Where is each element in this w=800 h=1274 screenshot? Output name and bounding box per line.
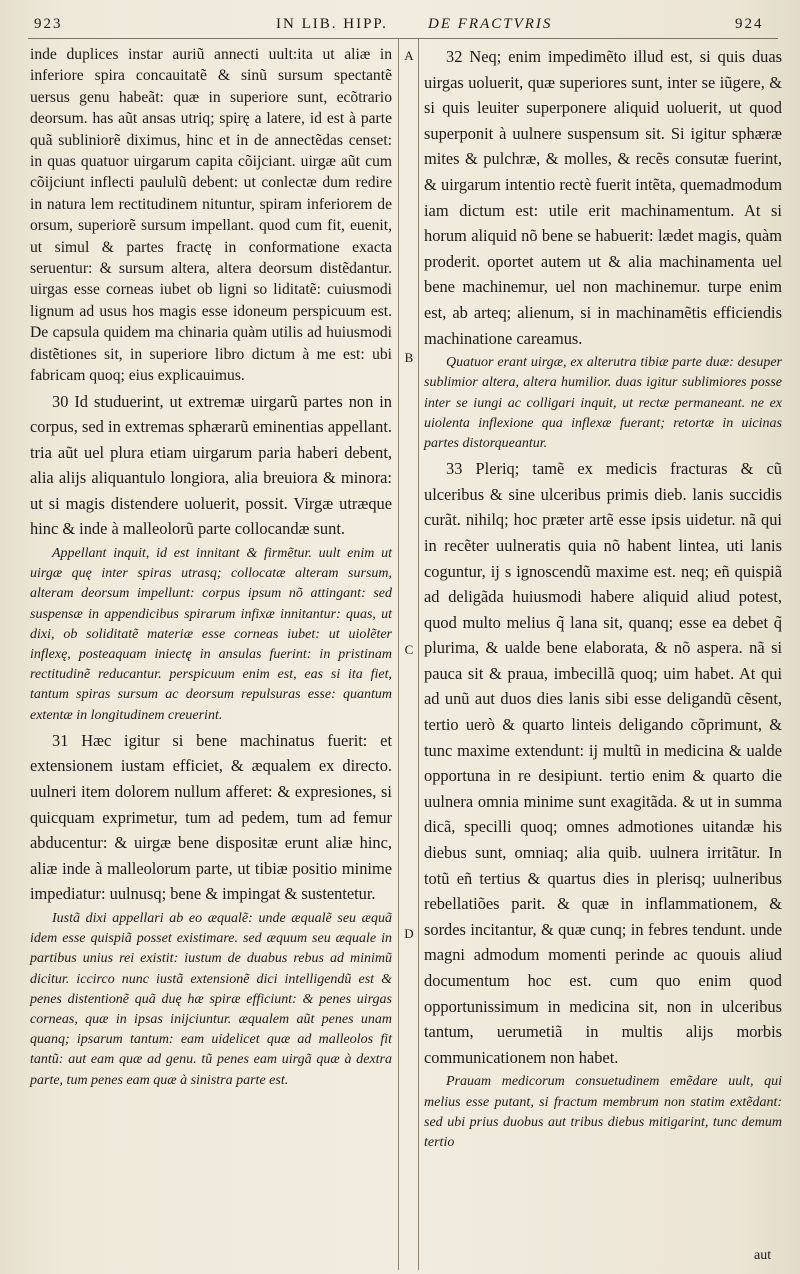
left-text-column: [30, 44, 392, 1093]
margin-letter-b: B: [404, 350, 414, 365]
running-title-right: DE FRACTVRIS: [428, 16, 553, 32]
margin-letter-d: D: [404, 926, 414, 941]
right-page-number: 924: [735, 16, 764, 32]
left-page-number: 923: [34, 16, 63, 32]
right-paragraph-3: 33 Pleriq; tamẽ ex medicis fracturas & cũ ulceribus & sine ulceribus primis dieb. lanis succidis curãt. nihilq; hoc præter artẽ esse ipsis uidetur. nã qui in recẽter uulneratis quia nõ habent lintea, uti lanis coguntur, ij s ignoscendũ maxime est. neq; eñ quispiã ad deligãda huiusmodi habere aliquid aliud potest, quod multo melius q̃ lana sit, quanq; esse ea debet q̃ plurima, & ualde bene elaborata, & nõ aspera. nã si pauca sit & praua, imbecillã quoq; uim habet. At qui ad unũ aut duos dies lanis sibi esse deligandũ cẽsent, tertio uerò & quarto linteis deligando cõprimunt, & tunc maxime extendunt: ij multũ in medicina & ualde opportuna in re desipiunt. tertio enim & quarto die uulnera omnia minime sunt exagitãda. & ut in summa dicã, specilli quoq; omnes admotiones uitandæ his diebus sunt, omniaq; alia quib. uulnera irritãtur. In totũ eñ tertius & quartus dies in plerisq; uulneribus rebellatiões parit. & quæ in inflammationem, & sordes incitantur, & quæ cunq; in febres tendunt. unde magni admodum momenti perinde ac quouis aliud documentum hoc est. cum quo enim quod opportunissimum in medicina sit, non in ulceribus tantum, uerumetiã in multis alijs morbis communicationem non habet.: [424, 459, 782, 1067]
right-text-column: [424, 44, 782, 1155]
left-paragraph-1: inde duplices instar auriũ annecti uult:ita ut aliæ in inferiore spira concauitatẽ & sinũ sursum spectantẽ uersus genu habeãt: quæ in superiore sunt, ecõtrario deorsum. has aũt ansas utriq; spirę a latere, id est à parte quã subliniorẽ diximus, hinc et in de annectẽdas censet: in quas quatuor uirgarum capita cõijciant. uirgæ aũt cum cõijciunt inflecti paululũ debent: ut conlectæ dum redire in natura lem rectitudinem nituntur, spiram inferiorem de orsum, superiorẽ sursum impellant. quod cum fit, euenit, ut simul & partes fractę in conformatione exacta seruentur: & sursum altera, altera deorsum distẽdantur. uirgas esse corneas iubet ob ligni so liditatẽ: cuiusmodi lignum ad usus hos magis esse idoneum perspicuum est. De capsula quidem ma chinaria quàm utilis ad huiusmodi distẽtiones sit, in superiore libro dictum à me est: ubi fabricam quoq; eius explicauimus.: [30, 46, 392, 385]
header-rule: [28, 38, 778, 39]
left-paragraph-2: 30 Id studuerint, ut extremæ uirgarũ partes non in corpus, sed in extremas sphærarũ eminentias appellant. tria aũt uel plura etiam uirgarum paria haberi debent, alia alijs aliquantulo longiora, alia breuiora & minora: ut si magis distendere uoluerit, possit. Virgæ utræque hinc & inde à malleolorũ parte collocandæ sunt.: [30, 391, 392, 539]
column-divider-left: [398, 38, 399, 1270]
right-paragraph-4: Prauam medicorum consuetudinem emẽdare uult, qui melius esse putant, si fractum membrum non statim extẽdant: sed ubi prius duobus aut tribus diebus mitigarint, tunc demum tertio: [424, 1074, 782, 1150]
right-paragraph-1: 32 Neq; enim impedimẽto illud est, si quis duas uirgas uoluerit, quæ superiores sunt, inter se iũgere, & si quis leuiter superponere aliquid uoluerit, ut quod superponit à uulnere suspensum sit. Si igitur sphæræ mites & pulchræ, & molles, & recẽs consutæ fuerint, & uirgarum intentio rectè fuerit intẽta, quemadmodum iam dictum est: utile erit machinamentum. At si horum aliquid nõ bene se habuerit: lædet magis, quàm proderit. oportet autem ut & alia machinamenta uel bene machinemur, uel non machinemur. turpe enim est, ab arteq; alienum, si in machinamẽtis efficiendis machinatione careamus.: [424, 47, 782, 348]
left-paragraph-3: Appellant inquit, id est innitant & firmẽtur. uult enim ut uirgæ quę inter spiras utrasq; collocatæ alteram sursum, alteram deorsum impellunt: corpus ipsum nõ attingant: sed suspensæ in appendicibus spirarum infixæ innitantur: quas, ut dixi, ob soliditatẽ materiæ esse corneas iubet: ut uiolẽter inflexę, posteaquam iniectę in ansulas fuerint: in pristinam rectitudinẽ reducantur. perspicuum enim est, eas si ita fiet, tantum spiras sursum ac deorsum repulsuras esse: quantum extentæ in longitudinem creuerint.: [30, 546, 392, 723]
column-divider-right: [418, 38, 419, 1270]
margin-letter-c: C: [404, 642, 414, 657]
running-title-left: IN LIB. HIPP.: [276, 16, 388, 32]
margin-letter-a: A: [404, 48, 414, 63]
catchword: aut: [754, 1248, 772, 1263]
left-paragraph-4: 31 Hæc igitur si bene machinatus fuerit: et extensionem iustam efficiet, & æqualem ex directo. uulneri item dolorem nullum afferet: & expresiones, si quicquam exprimetur, tum ad pedem, tum ad femur abducentur: & uirgæ bene dispositæ erunt aliæ hinc, aliæ inde à malleolorum parte, ut tibiæ positio minime impediatur: uulnusq; bene & impingat & sustentetur.: [30, 730, 392, 904]
left-paragraph-5: Iustã dixi appellari ab eo æqualẽ: unde æqualẽ seu æquã idem esse quispiã posset existimare. sed æquum seu æquale in partibus unius rei existit: iustum de duabus rebus ad minimũ dicitur. iccirco nunc iustã extensionẽ dici intelligendũ est & penes distentionẽ quã duę hæ spiræ efficiunt: & penes uirgas corneas, quæ in ipsas inijciuntur. æqualem aũt penes unam quanq; ipsarum tantum: eam uidelicet quæ ad malleolos fit tantũ: aut eam quæ ad genu. tũ penes eam uirgã quæ à dextra parte, tum penes eam quæ à sinistra parte est.: [30, 911, 392, 1088]
right-paragraph-2: Quatuor erant uirgæ, ex alterutra tibiæ parte duæ: desuper sublimior altera, altera humilior. duas igitur sublimiores posse inter se iungi ac colligari inquit, ut rectæ permaneant. ne ex uiolenta inflexione qua inflexæ fuerant; retortæ in uicinas partes distorqueantur.: [424, 355, 782, 451]
